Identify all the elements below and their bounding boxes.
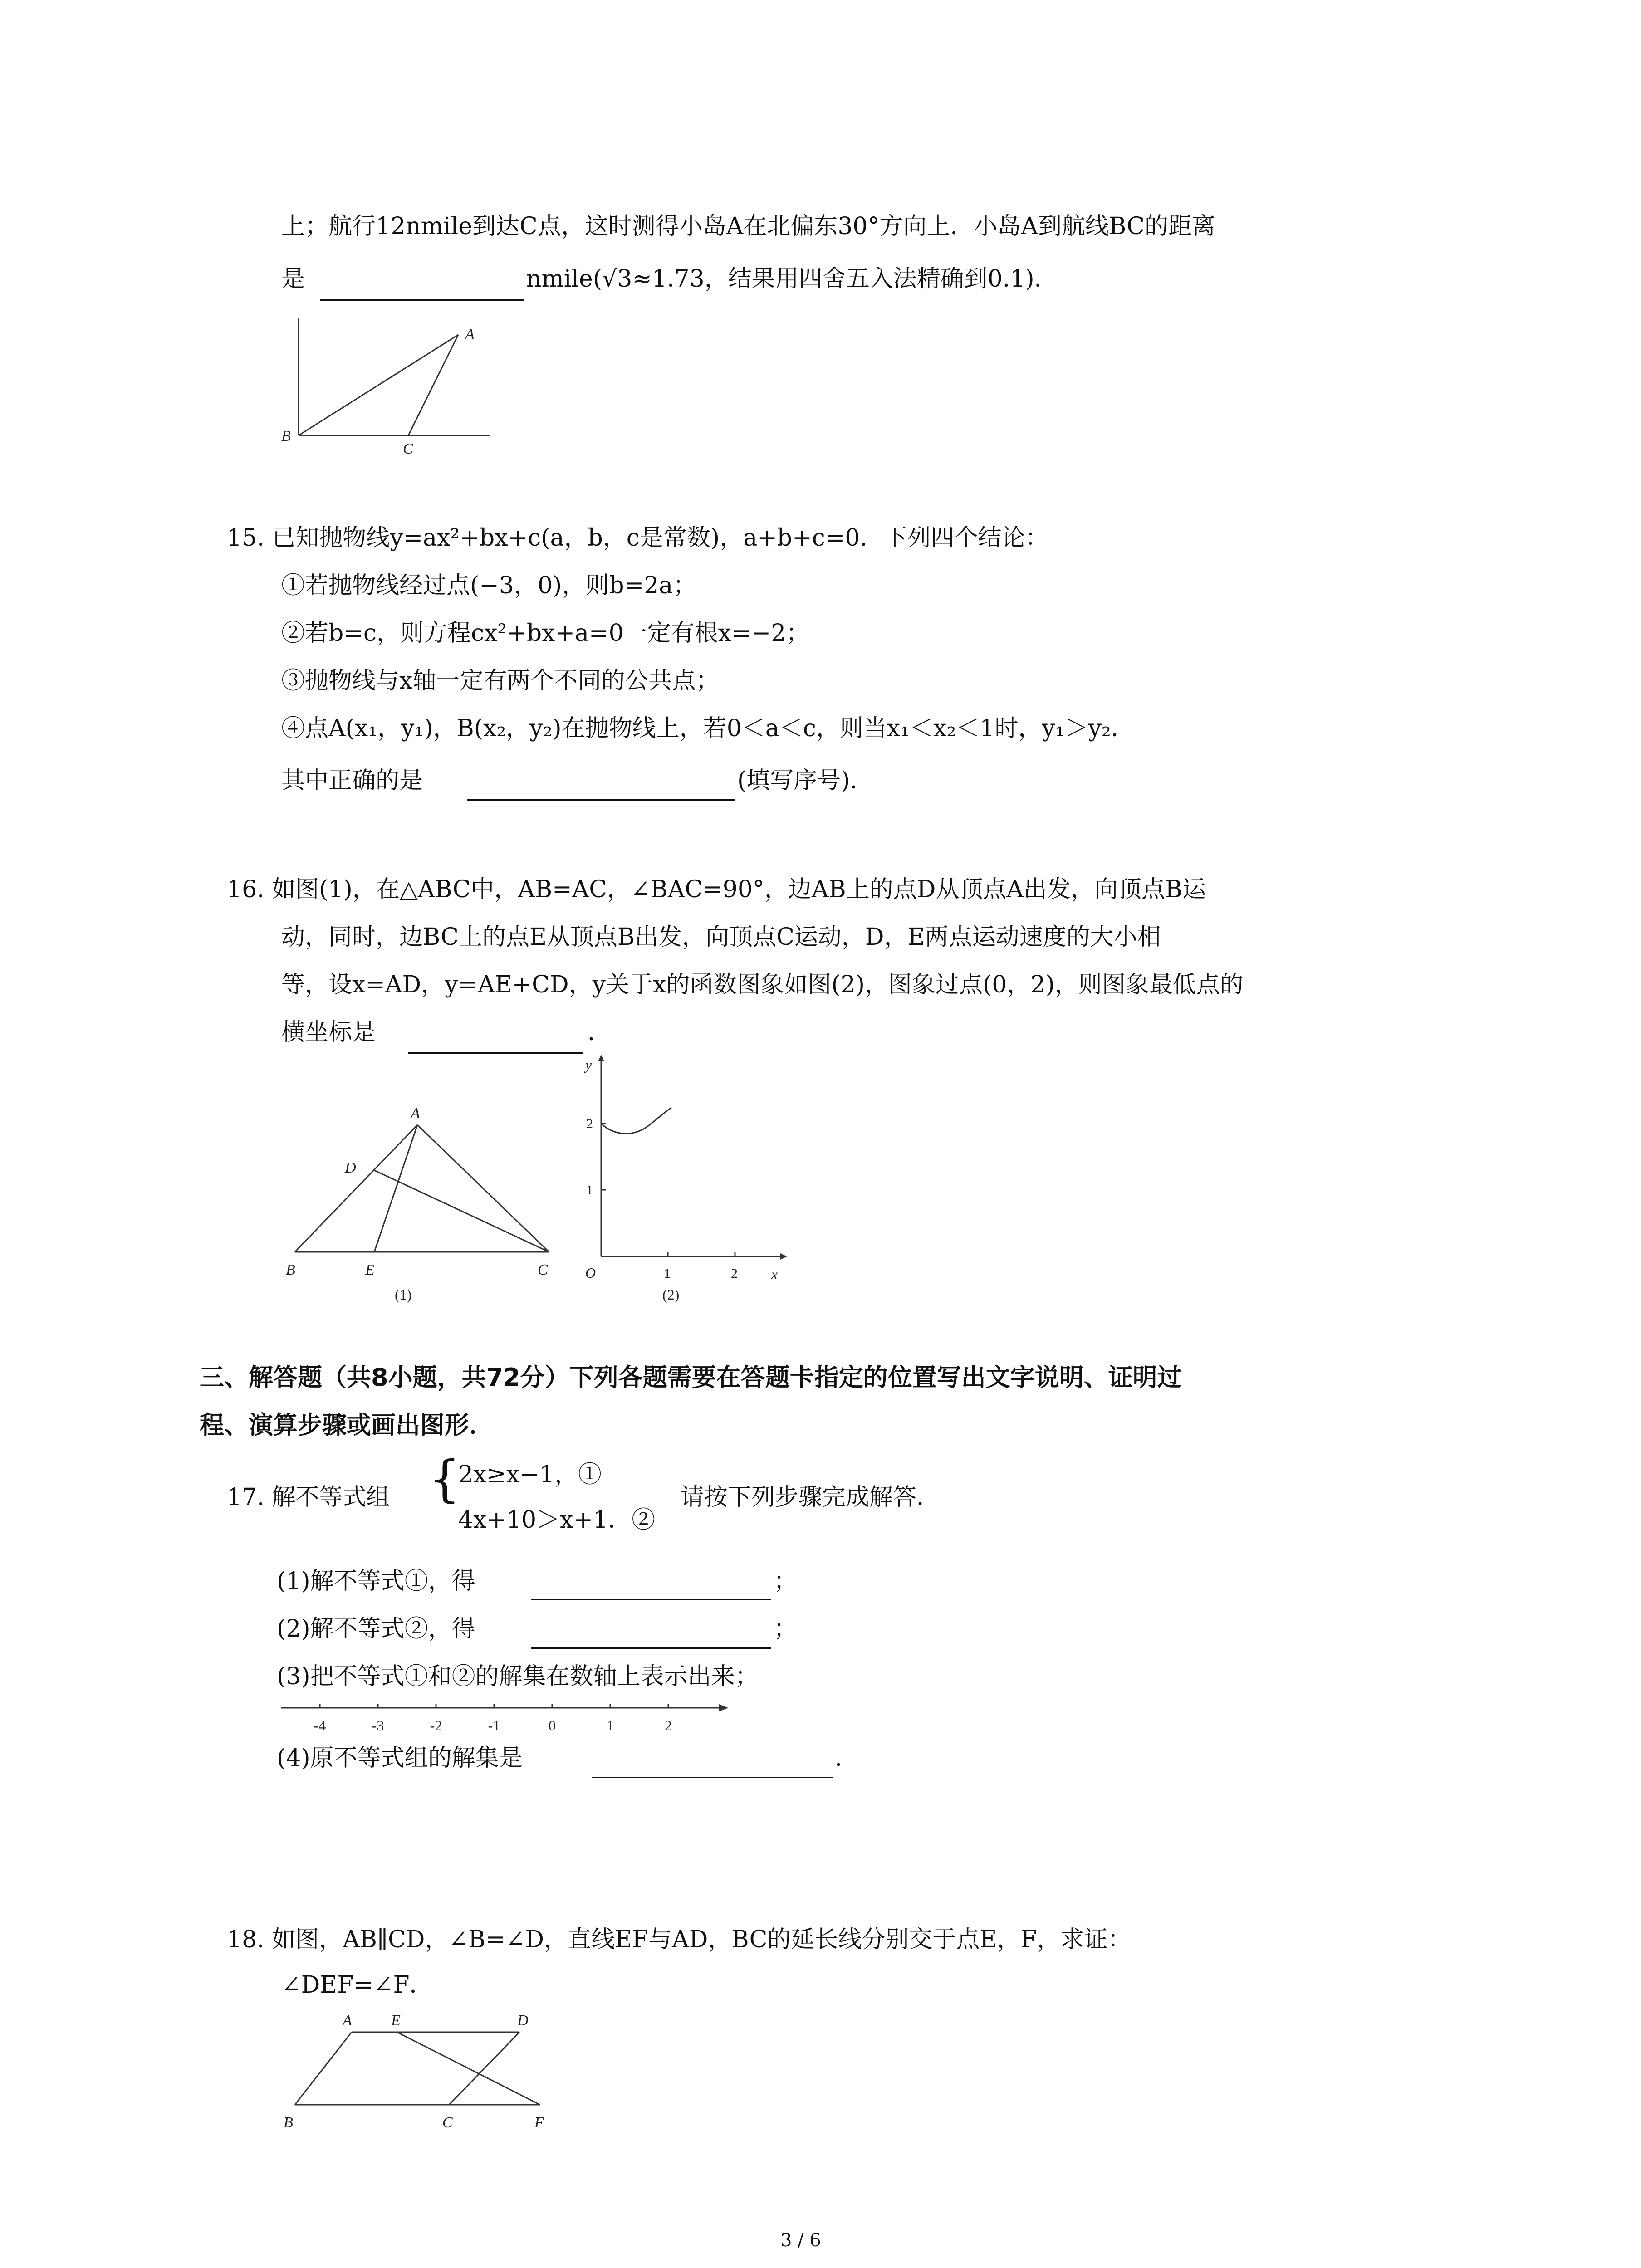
q17-step-2-blank[interactable] bbox=[531, 1647, 771, 1649]
q18-label-a: A bbox=[343, 2012, 352, 2029]
page-number: 3 / 6 bbox=[780, 2230, 821, 2251]
q15-item-4: ④点A(x₁，y₁)，B(x₂，y₂)在抛物线上，若0＜a＜c，则当x₁＜x₂＜1时，y₁＞y₂． bbox=[281, 715, 1135, 742]
q16-fig2-caption: (2) bbox=[662, 1286, 680, 1303]
q17-brace: { bbox=[429, 1450, 460, 1508]
q16-fig1-label-a: A bbox=[411, 1105, 420, 1122]
q15-answer-prefix: 其中正确的是 bbox=[281, 767, 423, 794]
q16-fig1-label-d: D bbox=[345, 1159, 356, 1176]
q15-answer-blank[interactable] bbox=[467, 799, 735, 801]
q16-fig2-y-tick-2: 2 bbox=[586, 1116, 593, 1131]
q17-step-4: (4)原不等式组的解集是 bbox=[277, 1745, 523, 1772]
q15-item-2: ②若b=c，则方程cx²+bx+a=0一定有根x=−2； bbox=[281, 620, 810, 647]
q18-line-2: ∠DEF=∠F． bbox=[281, 1971, 433, 1999]
q16-fig2-x-tick-2: 2 bbox=[731, 1266, 738, 1281]
q14-figure bbox=[272, 318, 508, 463]
q17-step-2-end: ； bbox=[774, 1615, 798, 1642]
q16-fig1-label-b: B bbox=[286, 1261, 295, 1278]
q14-label-a: A bbox=[465, 326, 475, 343]
number-line-tick-label: -4 bbox=[314, 1717, 326, 1734]
q17-inequality-2: 4x+10＞x+1．② bbox=[458, 1506, 656, 1534]
q16-fig2-x-tick-1: 1 bbox=[664, 1266, 671, 1281]
q16-line-1: 16. 如图(1)，在△ABC中，AB=AC，∠BAC=90°，边AB上的点D从顶点A出发，向顶点B运 bbox=[227, 876, 1206, 903]
q16-line-3: 等，设x=AD，y=AE+CD，y关于x的函数图象如图(2)，图象过点(0，2)，则图象最低点的 bbox=[281, 971, 1244, 998]
number-line-tick-label: 2 bbox=[665, 1717, 672, 1734]
q17-step-2: (2)解不等式②，得 bbox=[277, 1615, 475, 1642]
q17-suffix: 请按下列步骤完成解答． bbox=[681, 1484, 941, 1511]
q17-number-line[interactable] bbox=[277, 1694, 735, 1749]
q16-fig2-x-label: x bbox=[771, 1266, 778, 1282]
number-line-tick-label: -1 bbox=[488, 1717, 500, 1734]
q18-label-e: E bbox=[391, 2012, 401, 2029]
q17-step-4-end: ． bbox=[835, 1745, 859, 1772]
q14-label-c: C bbox=[403, 440, 413, 457]
q18-figure bbox=[272, 2009, 581, 2146]
q16-answer-blank[interactable] bbox=[408, 1052, 583, 1054]
q16-fig1-label-e: E bbox=[365, 1261, 375, 1278]
q16-fig2-y-tick-1: 1 bbox=[586, 1183, 593, 1198]
section3-heading-line-1: 三、解答题（共8小题，共72分）下列各题需要在答题卡指定的位置写出文字说明、证明过 bbox=[200, 1363, 1182, 1392]
q16-line-2: 动，同时，边BC上的点E从顶点B出发，向顶点C运动，D，E两点运动速度的大小相 bbox=[281, 924, 1161, 951]
number-line-tick-label: 0 bbox=[549, 1717, 556, 1734]
q17-step-1-blank[interactable] bbox=[531, 1599, 771, 1600]
q14-line-2-prefix: 是 bbox=[281, 265, 305, 293]
section3-heading-line-2: 程、演算步骤或画出图形． bbox=[200, 1411, 494, 1439]
q17-prefix: 17. 解不等式组 bbox=[227, 1484, 390, 1511]
q16-figure-1 bbox=[272, 1098, 572, 1311]
q14-line-1: 上；航行12nmile到达C点，这时测得小岛A在北偏东30°方向上．小岛A到航线BC的距离 bbox=[281, 213, 1216, 240]
q17-step-4-blank[interactable] bbox=[592, 1777, 833, 1778]
q14-label-b: B bbox=[281, 428, 291, 445]
q17-step-3: (3)把不等式①和②的解集在数轴上表示出来； bbox=[277, 1663, 759, 1690]
q18-label-b: B bbox=[284, 2114, 293, 2131]
q14-line-ba bbox=[299, 335, 458, 435]
q15-item-1: ①若抛物线经过点(−3，0)，则b=2a； bbox=[281, 572, 697, 599]
q16-last-prefix: 横坐标是 bbox=[281, 1019, 376, 1046]
q15-answer-suffix: (填写序号)． bbox=[737, 767, 874, 794]
q15-stem: 15. 已知抛物线y=ax²+bx+c(a，b，c是常数)，a+b+c=0．下列四个结论： bbox=[227, 524, 1049, 552]
q18-label-d: D bbox=[517, 2012, 529, 2029]
q14-line-2-suffix: nmile(√3≈1.73，结果用四舍五入法精确到0.1)． bbox=[526, 265, 1058, 293]
q18-label-f: F bbox=[534, 2114, 544, 2131]
number-line-tick-label: -2 bbox=[430, 1717, 442, 1734]
q16-fig2-origin: O bbox=[585, 1265, 596, 1281]
q18-label-c: C bbox=[442, 2114, 453, 2131]
q16-figure-2 bbox=[581, 1052, 789, 1306]
q16-fig1-label-c: C bbox=[538, 1261, 548, 1278]
q15-item-3: ③抛物线与x轴一定有两个不同的公共点； bbox=[281, 667, 720, 694]
number-line-tick-label: -3 bbox=[372, 1717, 384, 1734]
q16-fig2-y-label: y bbox=[585, 1056, 592, 1073]
q16-last-suffix: ． bbox=[588, 1019, 612, 1046]
q14-answer-blank[interactable] bbox=[320, 299, 524, 301]
q16-fig1-caption: (1) bbox=[395, 1286, 412, 1303]
q17-step-1: (1)解不等式①，得 bbox=[277, 1568, 475, 1595]
q18-line-1: 18. 如图，AB∥CD，∠B=∠D，直线EF与AD，BC的延长线分别交于点E，F，求证： bbox=[227, 1926, 1132, 1953]
q17-inequality-1: 2x≥x−1，① bbox=[458, 1461, 602, 1488]
q16-fig2-curve bbox=[601, 1108, 671, 1134]
number-line-tick-label: 1 bbox=[607, 1717, 614, 1734]
q17-step-1-end: ； bbox=[774, 1568, 798, 1595]
